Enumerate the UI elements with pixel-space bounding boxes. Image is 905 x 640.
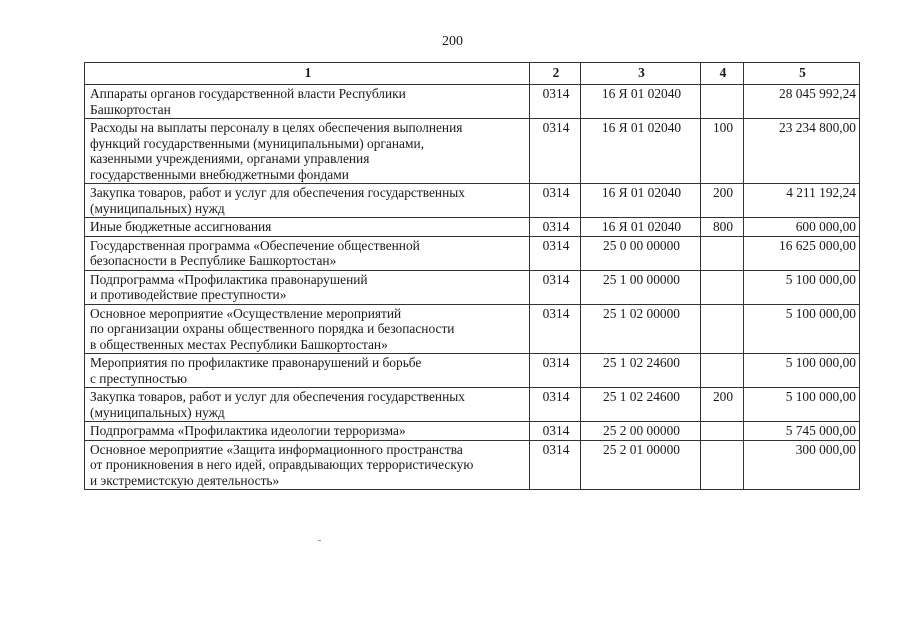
table-header-row <box>85 63 860 85</box>
row-expense-type <box>701 440 744 490</box>
row-name: Расходы на выплаты персоналу в целях обеспечения выполнения функций государственными (муниципальными) органами, казенными учреждениями, органами управления государственными внебюджетными фондами <box>90 120 463 182</box>
row-section: 0314 <box>530 85 581 119</box>
row-expense-type <box>701 354 744 388</box>
row-name: Аппараты органов государственной власти Республики Башкортостан <box>90 86 406 117</box>
header-cell-csr: 3 <box>581 63 701 85</box>
row-name-cell <box>85 184 530 218</box>
table-row <box>85 304 860 354</box>
table-row <box>85 354 860 388</box>
row-csr: 16 Я 01 02040 <box>581 85 701 119</box>
row-expense-type <box>701 236 744 270</box>
row-name: Закупка товаров, работ и услуг для обеспечения государственных (муниципальных) нужд <box>90 389 465 420</box>
table-row <box>85 236 860 270</box>
row-name: Закупка товаров, работ и услуг для обеспечения государственных (муниципальных) нужд <box>90 185 465 216</box>
row-name: Иные бюджетные ассигнования <box>90 219 272 234</box>
table-row <box>85 119 860 184</box>
row-name: Государственная программа «Обеспечение общественной безопасности в Республике Башкортостан» <box>90 237 420 268</box>
row-csr: 25 2 01 00000 <box>581 440 701 490</box>
row-expense-type <box>701 270 744 304</box>
row-csr: 25 1 00 00000 <box>581 270 701 304</box>
row-name-cell <box>85 304 530 354</box>
row-name-cell <box>85 354 530 388</box>
row-name-cell <box>85 440 530 490</box>
row-amount: 16 625 000,00 <box>744 236 860 270</box>
row-section: 0314 <box>530 388 581 422</box>
row-expense-type: 200 <box>701 388 744 422</box>
row-expense-type <box>701 304 744 354</box>
table-row <box>85 422 860 441</box>
table-row <box>85 218 860 237</box>
row-amount: 23 234 800,00 <box>744 119 860 184</box>
row-section: 0314 <box>530 119 581 184</box>
row-csr: 25 1 02 24600 <box>581 354 701 388</box>
header-cell-section: 2 <box>530 63 581 85</box>
row-section: 0314 <box>530 304 581 354</box>
row-section: 0314 <box>530 236 581 270</box>
row-name-cell <box>85 218 530 237</box>
row-name-cell <box>85 422 530 441</box>
row-csr: 25 1 02 24600 <box>581 388 701 422</box>
row-amount: 300 000,00 <box>744 440 860 490</box>
row-expense-type <box>701 85 744 119</box>
header-cell-name: 1 <box>85 63 530 85</box>
row-section: 0314 <box>530 270 581 304</box>
table-row <box>85 388 860 422</box>
row-amount: 600 000,00 <box>744 218 860 237</box>
row-amount: 5 745 000,00 <box>744 422 860 441</box>
row-name: Подпрограмма «Профилактика правонарушений и противодействие преступности» <box>90 271 368 302</box>
row-section: 0314 <box>530 354 581 388</box>
page-number: 200 <box>442 34 463 49</box>
row-csr: 25 1 02 00000 <box>581 304 701 354</box>
table-body <box>85 85 860 490</box>
row-amount: 28 045 992,24 <box>744 85 860 119</box>
row-expense-type: 100 <box>701 119 744 184</box>
table-row <box>85 184 860 218</box>
row-section: 0314 <box>530 440 581 490</box>
header-cell-amount: 5 <box>744 63 860 85</box>
row-amount: 4 211 192,24 <box>744 184 860 218</box>
table-row <box>85 440 860 490</box>
row-csr: 16 Я 01 02040 <box>581 218 701 237</box>
row-name: Основное мероприятие «Защита информационного пространства от проникновения в него идей, оправдывающих террористическую и экстремистскую деятельность» <box>90 441 474 488</box>
row-section: 0314 <box>530 218 581 237</box>
table-row <box>85 85 860 119</box>
row-csr: 25 2 00 00000 <box>581 422 701 441</box>
row-name: Мероприятия по профилактике правонарушений и борьбе с преступностью <box>90 355 422 386</box>
row-expense-type <box>701 422 744 441</box>
row-name-cell <box>85 85 530 119</box>
row-expense-type: 200 <box>701 184 744 218</box>
row-expense-type: 800 <box>701 218 744 237</box>
row-name-cell <box>85 270 530 304</box>
row-amount: 5 100 000,00 <box>744 388 860 422</box>
row-csr: 16 Я 01 02040 <box>581 184 701 218</box>
row-name: Основное мероприятие «Осуществление мероприятий по организации охраны общественного порядка и безопасности в общественных местах Республики Башкортостан» <box>90 305 455 352</box>
row-amount: 5 100 000,00 <box>744 304 860 354</box>
budget-table <box>84 62 860 490</box>
row-amount: 5 100 000,00 <box>744 270 860 304</box>
table-row <box>85 270 860 304</box>
row-name: Подпрограмма «Профилактика идеологии терроризма» <box>90 423 406 438</box>
row-name-cell <box>85 119 530 184</box>
row-section: 0314 <box>530 422 581 441</box>
scan-artifact <box>318 540 321 541</box>
row-csr: 16 Я 01 02040 <box>581 119 701 184</box>
row-name-cell <box>85 388 530 422</box>
header-cell-type: 4 <box>701 63 744 85</box>
row-csr: 25 0 00 00000 <box>581 236 701 270</box>
row-amount: 5 100 000,00 <box>744 354 860 388</box>
row-section: 0314 <box>530 184 581 218</box>
row-name-cell <box>85 236 530 270</box>
